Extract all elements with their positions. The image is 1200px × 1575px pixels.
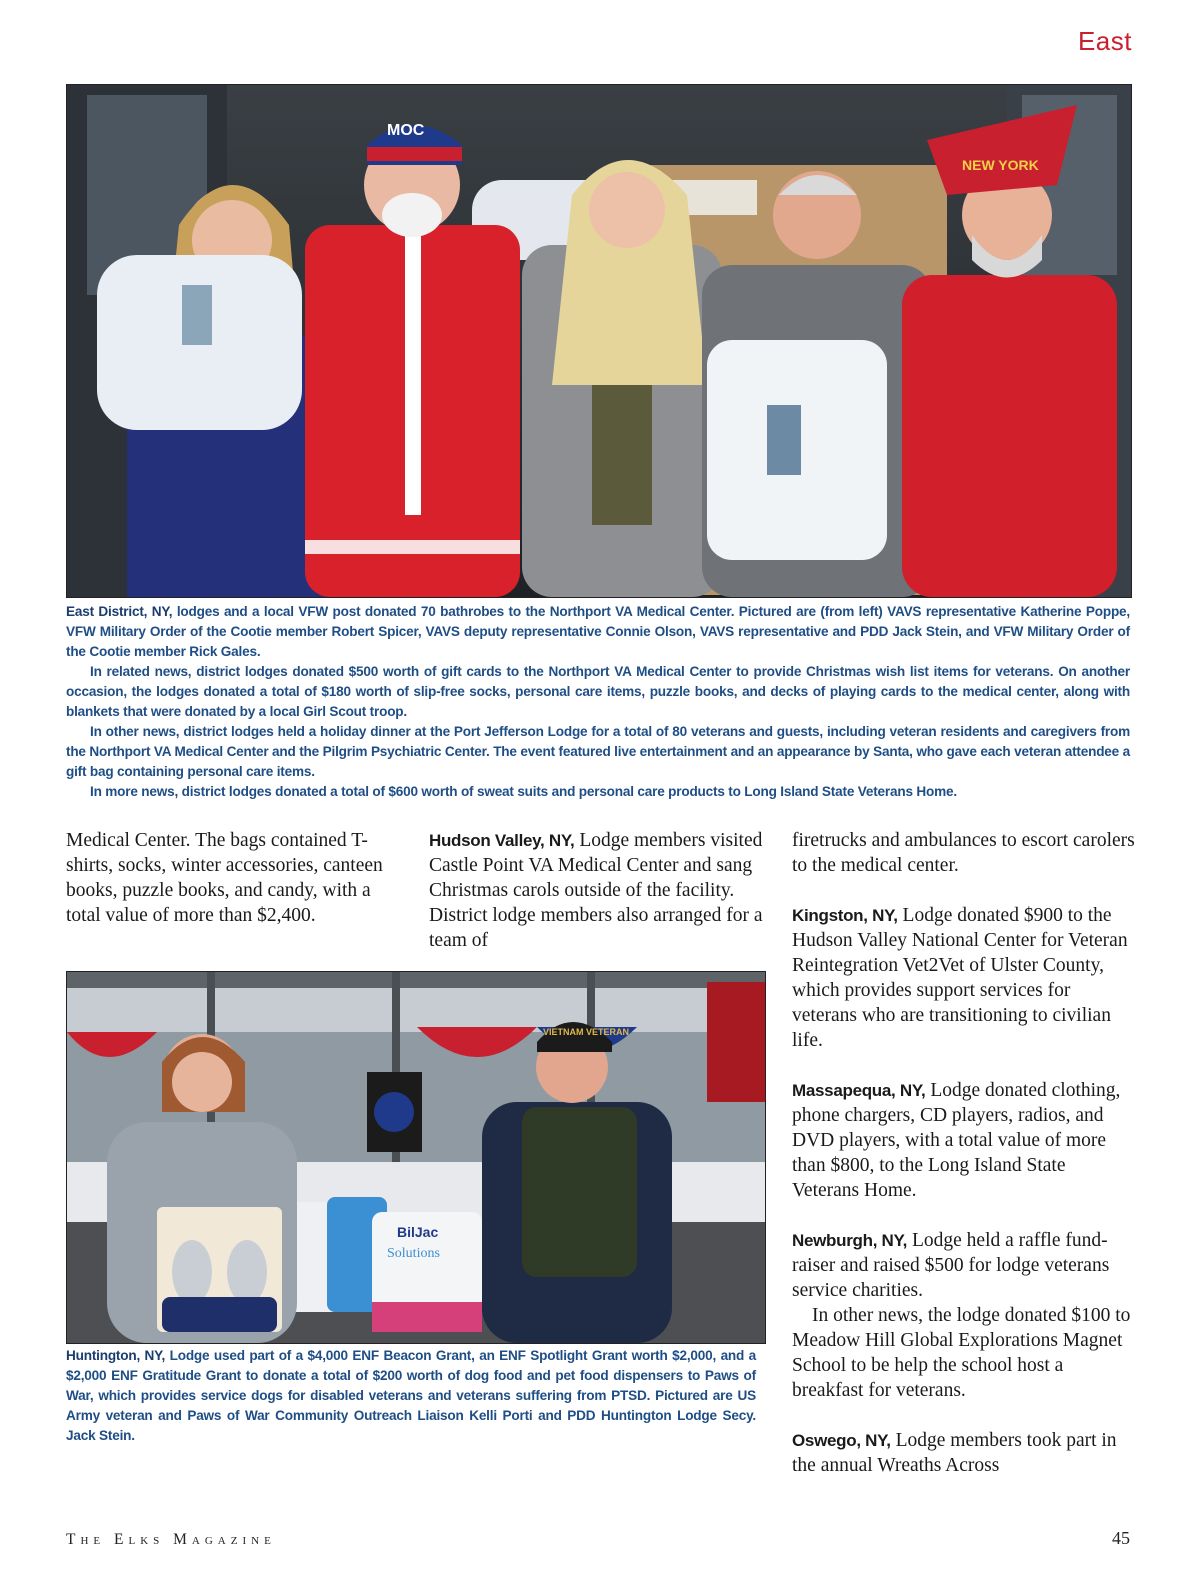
caption-paragraph-3: In other news, district lodges held a holiday dinner at the Port Jefferson Lodge for a total of 80 veterans and guests, including veteran residents and caregivers from the Northport VA Medical Center and the Pilgrim Psychiatric Center. The event featured live entertainment and an appearance by Santa, who gave each veteran attendee a gift bag containing personal care items.	[66, 724, 1130, 779]
caption-lead: East District, NY,	[66, 604, 173, 619]
massapequa-paragraph	[792, 1078, 1137, 1203]
section-label: East	[1077, 26, 1132, 56]
top-photo	[66, 84, 1132, 598]
caption-paragraph-1	[66, 602, 1130, 662]
cap-text: VIETNAM VETERAN	[543, 1027, 630, 1037]
oswego-paragraph	[792, 1428, 1137, 1478]
kingston-paragraph	[792, 903, 1137, 1053]
donation-photo-illustration	[67, 972, 765, 1343]
newburgh-paragraph-2: In other news, the lodge donated $100 to Meadow Hill Global Explorations Magnet School to be help the school host a breakfast for veterans.	[792, 1305, 1131, 1401]
oswego-lead: Oswego, NY,	[792, 1431, 891, 1450]
huntington-lead: Huntington, NY,	[66, 1348, 166, 1363]
bottom-photo-caption	[66, 1346, 756, 1446]
huntington-text: Lodge used part of a $4,000 ENF Beacon Grant, an ENF Spotlight Grant worth $2,000, and a $2,000 ENF Gratitude Grant to donate a total of $200 worth of dog food and pet food dispensers to Paws of War, which provides service dogs for disabled veterans and veterans suffering from PTSD. Pictured are US Army veteran and Paws of War Community Outreach Liaison Kelli Porti and PDD Huntington Lodge Secy. Jack Stein.	[66, 1348, 756, 1443]
massapequa-lead: Massapequa, NY,	[792, 1081, 926, 1100]
bag-brand: BilJac	[397, 1224, 439, 1240]
massapequa-text: Lodge donated clothing, phone chargers, CD players, radios, and DVD players, with a total value of more than $800, to the Long Island State Veterans Home.	[792, 1080, 1121, 1201]
newburgh-paragraph	[792, 1228, 1137, 1303]
hudson-valley-lead: Hudson Valley, NY,	[429, 831, 575, 850]
oswego-text: Lodge members took part in the annual Wreaths Across	[792, 1430, 1117, 1476]
newburgh-text: Lodge held a raffle fund-raiser and raised $500 for lodge veterans service charities.	[792, 1230, 1110, 1301]
article-column-2	[429, 828, 769, 953]
column-3-continuation: firetrucks and ambulances to escort carolers to the medical center.	[792, 830, 1135, 876]
kingston-text: Lodge donated $900 to the Hudson Valley National Center for Veteran Reintegration Vet2Vet of Ulster County, which provides support services for veterans who are transitioning to civilian life.	[792, 905, 1128, 1051]
kingston-lead: Kingston, NY,	[792, 906, 898, 925]
hat-text-left: MOC	[387, 122, 425, 139]
magazine-name: The Elks Magazine	[66, 1531, 276, 1548]
newburgh-lead: Newburgh, NY,	[792, 1231, 908, 1250]
column-1-paragraph: Medical Center. The bags contained T-shirts, socks, winter accessories, canteen books, puzzle books, and candy, with a total value of more than $2,400.	[66, 830, 383, 926]
bottom-photo	[66, 971, 766, 1344]
huntington-caption	[66, 1346, 756, 1446]
hat-text-right: NEW YORK	[962, 157, 1039, 173]
bag-product: Solutions	[387, 1246, 440, 1261]
article-column-3	[792, 828, 1137, 1478]
caption-paragraph-4: In more news, district lodges donated a total of $600 worth of sweat suits and personal care products to Long Island State Veterans Home.	[90, 784, 957, 799]
article-column-1	[66, 828, 401, 928]
caption-paragraph-2: In related news, district lodges donated $500 worth of gift cards to the Northport VA Medical Center to provide Christmas wish list items for veterans. On another occasion, the lodges donated a total of $180 worth of slip-free socks, personal care items, puzzle books, and decks of playing cards to the medical center, along with blankets that were donated by a local Girl Scout troop.	[66, 664, 1130, 719]
top-photo-caption	[66, 602, 1130, 802]
hudson-valley-text: Lodge members visited Castle Point VA Medical Center and sang Christmas carols outside of the facility. District lodge members also arranged for a team of	[429, 830, 763, 951]
page-number: 45	[1112, 1528, 1130, 1548]
group-photo-illustration	[67, 85, 1131, 597]
caption-text: lodges and a local VFW post donated 70 bathrobes to the Northport VA Medical Center. Pictured are (from left) VAVS representative Katherine Poppe, VFW Military Order of the Cootie member Robert Spicer, VAVS deputy representative Connie Olson, VAVS representative and PDD Jack Stein, and VFW Military Order of the Cootie member Rick Gales.	[66, 604, 1130, 659]
hudson-valley-paragraph	[429, 828, 769, 953]
